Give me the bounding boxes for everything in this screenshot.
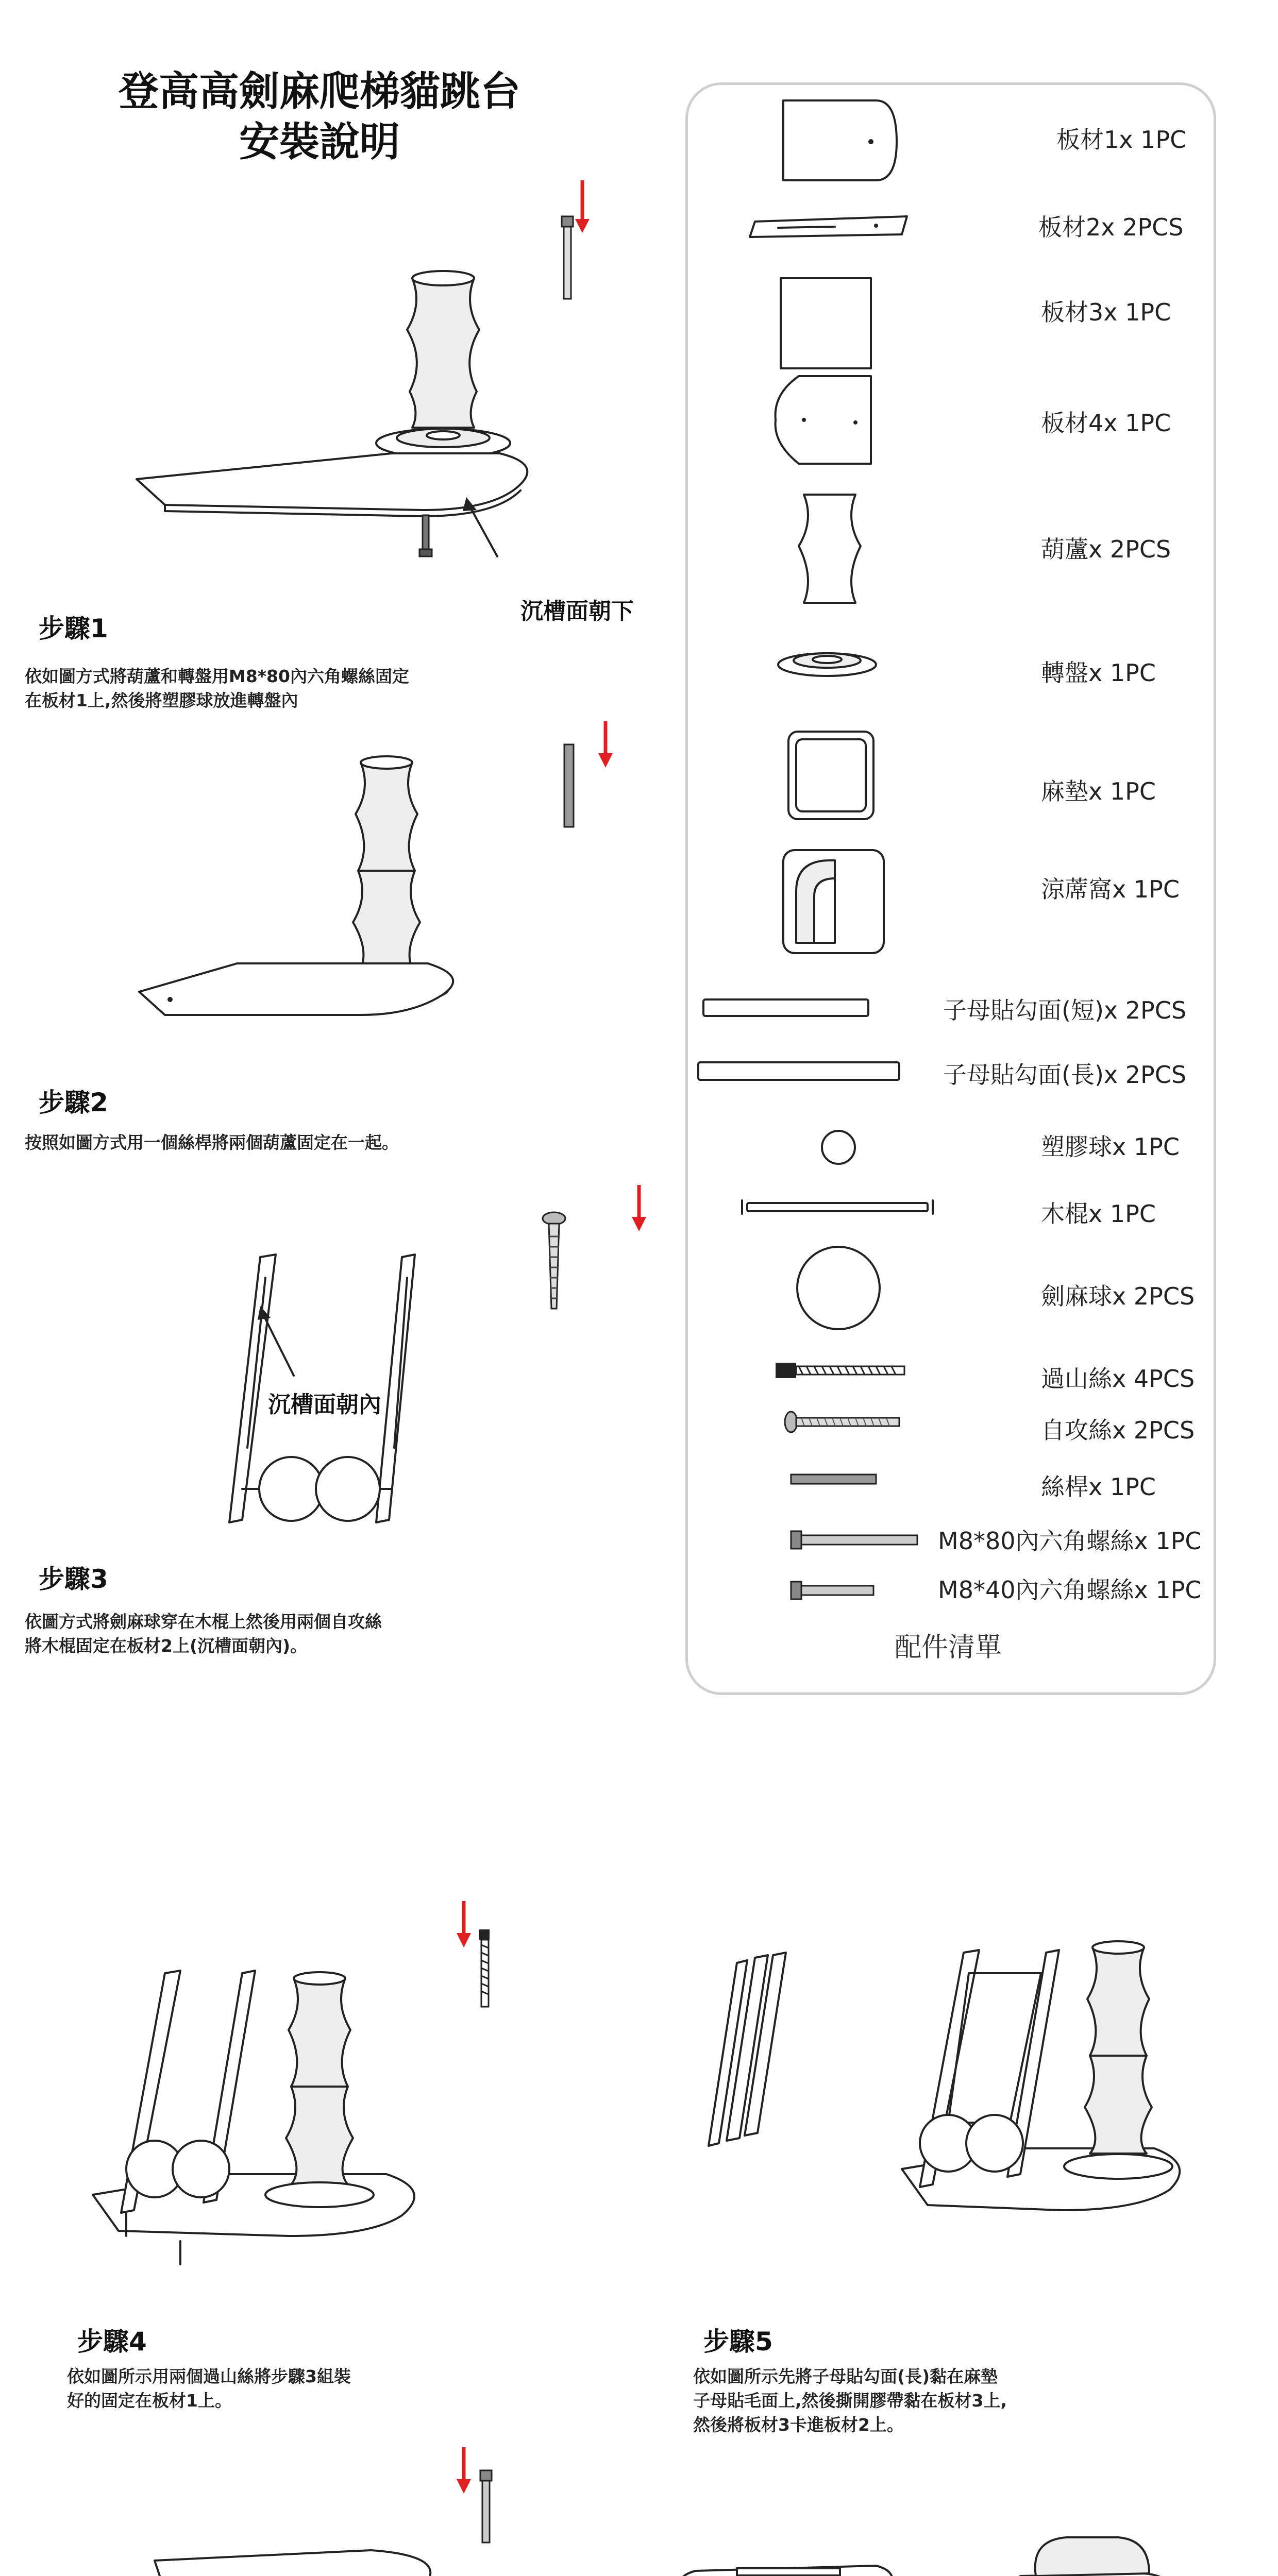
sisal-ball-icon <box>797 1247 880 1329</box>
sisal-mat-icon <box>788 732 873 819</box>
step-2-illustration <box>0 696 685 1056</box>
threaded-rod-icon <box>791 1475 876 1484</box>
wood-stick-icon <box>742 1200 933 1214</box>
step-1-text: 依如圖方式將葫蘆和轉盤用M8*80內六角螺絲固定 在板材1上,然後將塑膠球放進轉盤內 <box>25 666 409 710</box>
part-label-self-tapping-screw: 自攻絲x 2PCS <box>1041 1416 1195 1444</box>
velcro-short-icon <box>703 999 868 1016</box>
mat-nest-icon <box>783 850 884 953</box>
part-label-gourd: 葫蘆x 2PCS <box>1041 535 1171 563</box>
callout-groove-down: 沉槽面朝下 <box>520 598 634 624</box>
board-1-icon <box>783 100 897 180</box>
part-label-board-2: 板材2x 2PCS <box>1038 213 1184 241</box>
board-4-icon <box>776 376 871 464</box>
step-5-text: 依如圖所示先將子母貼勾面(長)黏在麻墊 子母貼毛面上,然後撕開膠帶黏在板材3上, 然後將板材3卡進板材2上。 <box>693 2366 1007 2435</box>
board-2-icon <box>750 216 907 237</box>
part-label-board-1: 板材1x 1PC <box>1056 126 1187 154</box>
step-4-illustration <box>0 1880 639 2293</box>
hex-bolt-80-icon <box>791 1531 917 1549</box>
step-2-heading: 步驟2 <box>39 1088 108 1117</box>
part-label-sisal-ball: 劍麻球x 2PCS <box>1041 1282 1195 1310</box>
part-label-hex-bolt-40: M8*40內六角螺絲x 1PC <box>938 1576 1202 1604</box>
callout-groove-in: 沉槽面朝內 <box>268 1392 381 1418</box>
part-label-board-3: 板材3x 1PC <box>1041 298 1171 326</box>
part-label-threaded-rod: 絲桿x 1PC <box>1041 1473 1156 1501</box>
wood-screw-icon <box>776 1363 904 1378</box>
gourd-icon <box>799 495 861 603</box>
step-4-heading: 步驟4 <box>77 2327 147 2357</box>
hex-bolt-40-icon <box>791 1582 873 1599</box>
step-1-illustration <box>0 0 685 618</box>
step-6-illustration <box>0 2421 639 2576</box>
step-5-illustration <box>639 1880 1278 2293</box>
title-line-1: 登高高劍麻爬梯貓跳台 <box>118 69 520 115</box>
step-3-heading: 步驟3 <box>39 1564 108 1594</box>
part-label-velcro-short: 子母貼勾面(短)x 2PCS <box>943 996 1187 1024</box>
step-5-heading: 步驟5 <box>703 2327 773 2357</box>
part-label-hex-bolt-80: M8*80內六角螺絲x 1PC <box>938 1527 1202 1555</box>
step-2-text: 按照如圖方式用一個絲桿將兩個葫蘆固定在一起。 <box>25 1132 399 1153</box>
part-label-wood-stick: 木棍x 1PC <box>1041 1200 1156 1228</box>
step-3-text: 依圖方式將劍麻球穿在木棍上然後用兩個自攻絲 將木棍固定在板材2上(沉槽面朝內)。 <box>25 1612 382 1656</box>
step-7-illustration <box>639 2421 1278 2576</box>
step-1-heading: 步驟1 <box>39 614 108 643</box>
part-label-velcro-long: 子母貼勾面(長)x 2PCS <box>943 1061 1187 1089</box>
part-label-turntable: 轉盤x 1PC <box>1041 659 1156 687</box>
turntable-icon <box>778 653 876 676</box>
part-label-plastic-ball: 塑膠球x 1PC <box>1041 1133 1180 1161</box>
part-label-wood-screw: 過山絲x 4PCS <box>1041 1365 1195 1393</box>
part-label-sisal-mat: 麻墊x 1PC <box>1041 777 1156 805</box>
self-tapping-screw-icon <box>785 1412 899 1432</box>
velcro-long-icon <box>698 1062 899 1080</box>
step-3-illustration <box>0 1159 685 1571</box>
parts-list-footer: 配件清單 <box>894 1632 1002 1663</box>
part-label-board-4: 板材4x 1PC <box>1041 409 1171 437</box>
plastic-ball-icon <box>822 1131 855 1164</box>
title-line-2: 安裝說明 <box>239 118 400 165</box>
part-label-mat-nest: 涼蓆窩x 1PC <box>1041 875 1180 903</box>
step-4-text: 依如圖所示用兩個過山絲將步驟3組裝 好的固定在板材1上。 <box>67 2366 351 2411</box>
board-3-icon <box>781 278 871 368</box>
